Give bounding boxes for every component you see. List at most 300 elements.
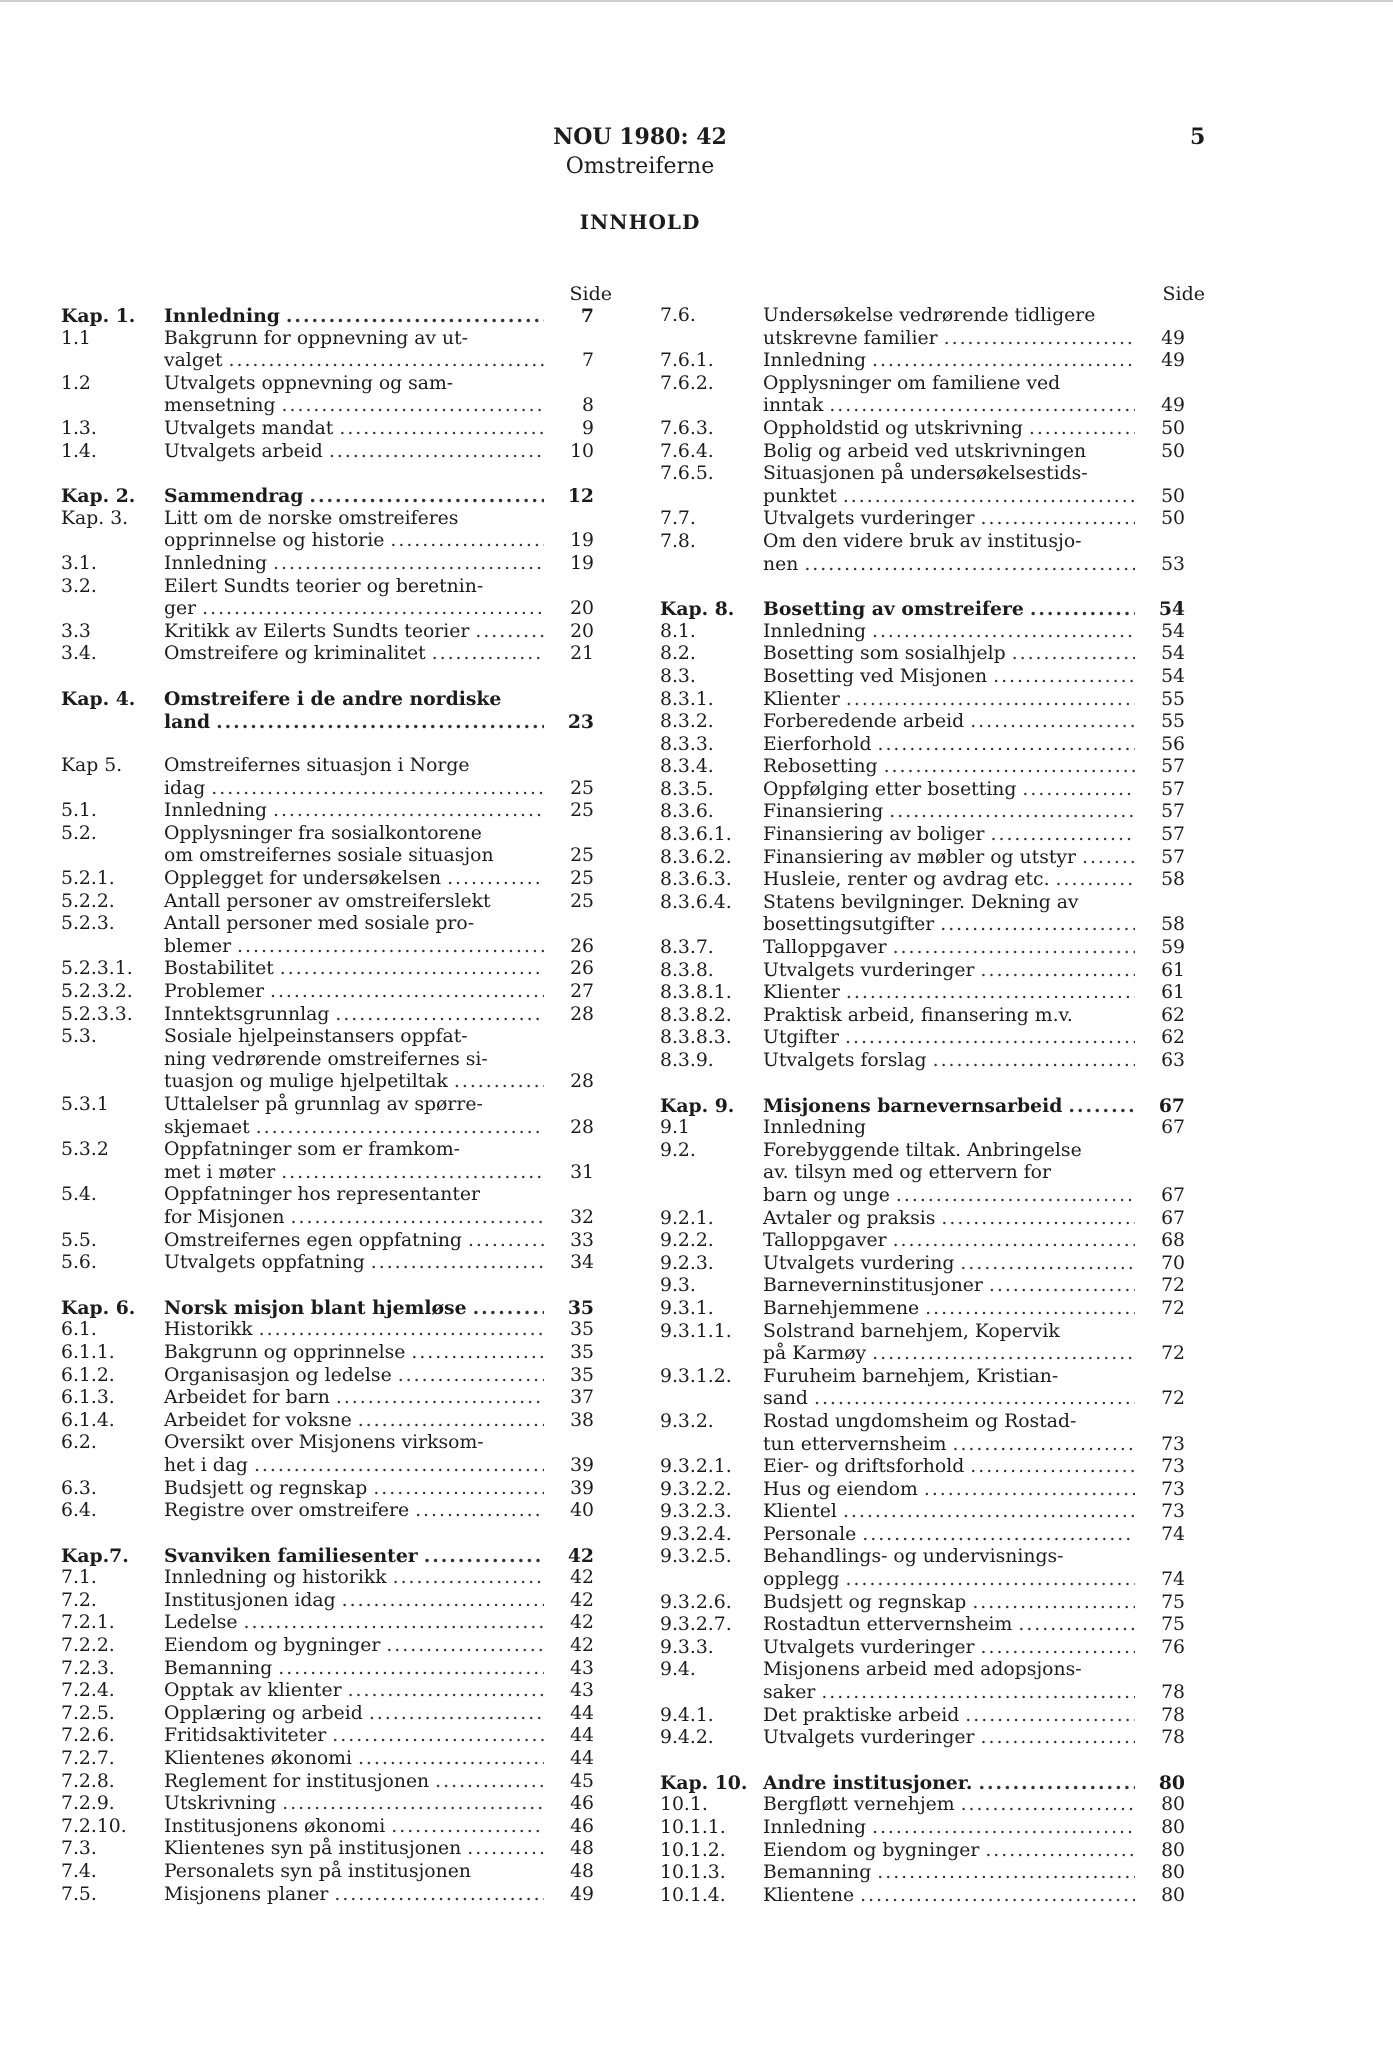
toc-entry-title-line: Statens bevilgninger. Dekning av — [763, 891, 1079, 913]
toc-entry-page: 68 — [1161, 1230, 1185, 1252]
toc-entry-number: 7.6.2. — [660, 372, 714, 394]
toc-entry-page: 25 — [570, 777, 594, 799]
dot-leader — [933, 1050, 1135, 1073]
toc-entry-title-line: land — [164, 710, 211, 733]
toc-entry — [61, 1816, 621, 1839]
toc-entry-number: 6.1.3. — [61, 1387, 115, 1409]
dot-leader — [432, 643, 544, 666]
toc-entry-page: 75 — [1161, 1591, 1185, 1613]
toc-entry — [61, 1748, 621, 1771]
toc-entry-number: 10.1. — [660, 1794, 708, 1816]
dot-leader — [454, 1071, 544, 1094]
toc-entry — [660, 756, 1215, 779]
toc-entry-title-line: Oppholdstid og utskrivning — [763, 417, 1023, 439]
toc-entry-number: 9.4. — [660, 1659, 696, 1681]
dot-leader — [273, 800, 544, 823]
toc-entry-page: 35 — [570, 1341, 594, 1363]
toc-entry — [660, 643, 1215, 666]
toc-entry-title — [763, 1637, 1135, 1660]
toc-entry — [660, 1885, 1215, 1908]
toc-entry-title-line: Avtaler og praksis — [763, 1207, 936, 1229]
toc-entry-page: 42 — [570, 1635, 594, 1657]
toc-entry-title — [763, 1794, 1135, 1817]
dot-leader — [216, 711, 544, 734]
dot-leader — [424, 1545, 544, 1568]
toc-entry-title-line: Talloppgaver — [763, 937, 887, 959]
toc-entry-title — [164, 1771, 544, 1794]
toc-entry-title — [164, 1612, 544, 1635]
toc-entry-title — [164, 1365, 544, 1388]
toc-entry-title-line: Utvalgets vurderinger — [763, 508, 975, 530]
toc-entry-title-line: Innledning — [164, 800, 267, 822]
dot-leader — [944, 328, 1135, 351]
toc-entry-title — [763, 1005, 1135, 1028]
toc-entry-page: 50 — [1161, 508, 1185, 530]
toc-entry-page: 49 — [1161, 395, 1185, 417]
toc-entry-page: 73 — [1161, 1433, 1185, 1455]
toc-entry-number: 7.2.9. — [61, 1793, 115, 1815]
dot-leader — [358, 1410, 544, 1433]
toc-entry-number: 10.1.1. — [660, 1817, 726, 1838]
toc-entry-number: Kap. 10. — [660, 1771, 748, 1794]
toc-entry — [660, 1637, 1215, 1660]
toc-entry-title — [164, 1432, 544, 1477]
dot-leader — [278, 1658, 544, 1681]
toc-entry — [61, 1861, 621, 1884]
toc-entry-title-line: Utvalgets vurderinger — [763, 1727, 975, 1749]
toc-entry-page: 23 — [567, 710, 594, 733]
toc-chapter-entry — [61, 688, 621, 733]
toc-entry-title-line: om omstreifernes sosiale situasjon — [164, 845, 494, 867]
toc-entry-title — [763, 847, 1135, 870]
toc-entry-number: 9.2.2. — [660, 1230, 714, 1252]
dot-leader — [884, 756, 1135, 779]
toc-entry-page: 62 — [1161, 1004, 1185, 1026]
toc-entry-number: 10.1.4. — [660, 1884, 726, 1906]
toc-entry-number: 9.3.2.1. — [660, 1456, 732, 1478]
toc-entry-number: 5.3.2 — [61, 1139, 109, 1161]
toc-entry — [660, 1862, 1215, 1885]
toc-entry-title-line: Svanviken familiesenter — [164, 1544, 418, 1567]
toc-entry-page: 74 — [1161, 1523, 1185, 1545]
toc-entry-number: 8.3.6.4. — [660, 891, 732, 913]
toc-entry — [61, 373, 621, 418]
toc-entry-title — [164, 1410, 544, 1433]
toc-entry-page: 78 — [1161, 1682, 1185, 1704]
toc-entry-number: Kap. 8. — [660, 598, 735, 621]
dot-leader — [211, 778, 544, 801]
toc-entry-title — [763, 621, 1135, 644]
toc-entry-title-line: Klienter — [763, 688, 840, 710]
toc-entry-page: 67 — [1161, 1207, 1185, 1229]
toc-entry — [61, 1635, 621, 1658]
toc-entry-title — [164, 1230, 544, 1253]
dot-leader — [475, 621, 544, 644]
toc-chapter-entry — [61, 485, 621, 508]
dot-leader — [473, 1297, 544, 1320]
toc-entry-title-line: Opplæring og arbeid — [164, 1702, 363, 1724]
toc-entry-page: 48 — [570, 1838, 594, 1860]
toc-entry-title-line: Misjonens barnevernsarbeid — [763, 1094, 1063, 1117]
toc-entry-title — [763, 1885, 1135, 1908]
toc-entry-page: 10 — [570, 440, 594, 462]
toc-entry-number: 8.3.7. — [660, 937, 714, 959]
toc-entry — [660, 869, 1215, 892]
toc-entry-title-line: opplegg — [763, 1569, 840, 1591]
toc-entry-title — [763, 418, 1135, 441]
toc-entry-page: 25 — [570, 800, 594, 822]
toc-entry-page: 9 — [582, 417, 594, 439]
toc-entry-title-line: Finansiering av boliger — [763, 824, 985, 846]
toc-entry — [61, 1387, 621, 1410]
toc-entry-title-line: tun ettervernsheim — [763, 1433, 947, 1455]
toc-entry-title-line: inntak — [763, 395, 824, 417]
toc-entry — [61, 418, 621, 441]
toc-entry — [61, 1658, 621, 1681]
toc-entry — [61, 1139, 621, 1184]
toc-entry-title — [763, 1208, 1135, 1231]
toc-entry-title — [164, 1026, 544, 1094]
toc-entry-title-line: Norsk misjon blant hjemløse — [164, 1296, 467, 1319]
toc-entry-title — [763, 1050, 1135, 1073]
dot-leader — [332, 1725, 544, 1748]
toc-entry-page: 48 — [570, 1861, 594, 1882]
dot-leader — [468, 1230, 544, 1253]
toc-entry-title-line: Situasjonen på undersøkelsestids- — [763, 463, 1088, 485]
dot-leader — [972, 1592, 1135, 1615]
toc-entry-number: 6.4. — [61, 1500, 97, 1522]
dot-leader — [369, 1703, 544, 1726]
toc-entry-title-line: Bolig og arbeid ved utskrivningen — [763, 440, 1087, 462]
toc-entry — [660, 1366, 1215, 1411]
dot-leader — [309, 485, 544, 508]
toc-entry-number: 6.1.2. — [61, 1364, 115, 1386]
toc-entry-page: 25 — [570, 890, 594, 912]
toc-entry-title — [763, 305, 1135, 350]
dot-leader — [282, 1793, 544, 1816]
toc-entry-title-line: Bergfløtt vernehjem — [763, 1794, 955, 1816]
toc-entry-title — [763, 869, 1135, 892]
toc-entry-title-line: punktet — [763, 485, 837, 507]
toc-entry-title-line: Utskrivning — [164, 1793, 277, 1815]
toc-entry-number: 5.2.3.1. — [61, 958, 133, 980]
toc-entry-number: 8.3. — [660, 665, 696, 687]
toc-entry-page: 80 — [1161, 1817, 1185, 1838]
toc-entry-title-line: Rebosetting — [763, 756, 878, 778]
toc-entry-number: 7.2. — [61, 1589, 97, 1611]
toc-entry-number: 7.2.6. — [61, 1725, 115, 1747]
toc-entry-title-line: Utvalgets mandat — [164, 417, 334, 439]
toc-entry-title-line: av. tilsyn med og ettervern for — [763, 1162, 1051, 1184]
toc-entry-number: Kap. 1. — [61, 305, 136, 327]
toc-entry-title-line: Bostabilitet — [164, 958, 274, 980]
dot-leader — [961, 1794, 1135, 1817]
dot-leader — [893, 1230, 1135, 1253]
toc-entry-number: 8.2. — [660, 643, 696, 665]
toc-entry-number: 7.6.4. — [660, 440, 714, 462]
toc-entry-number: 10.1.2. — [660, 1839, 726, 1861]
dot-leader — [398, 1365, 544, 1388]
toc-entry-page: 80 — [1161, 1839, 1185, 1861]
dot-leader — [993, 666, 1135, 689]
toc-entry-page: 35 — [570, 1364, 594, 1386]
toc-entry-title — [763, 508, 1135, 531]
toc-entry-title — [763, 643, 1135, 666]
toc-entry-title — [164, 1297, 544, 1320]
toc-entry — [660, 1659, 1215, 1704]
toc-entry-number: Kap. 9. — [660, 1094, 735, 1117]
toc-entry-number: 1.3. — [61, 417, 97, 439]
toc-entry-title-line: Historikk — [164, 1319, 253, 1341]
toc-entry-title — [164, 823, 544, 868]
toc-entry-number: 7.2.8. — [61, 1770, 115, 1792]
toc-entry-title — [164, 1703, 544, 1726]
toc-right-column — [660, 283, 1215, 1907]
document-subtitle: Omstreiferne — [565, 154, 715, 179]
toc-entry-title-line: Innledning — [763, 350, 866, 372]
document-id: NOU 1980: 42 — [553, 124, 727, 150]
toc-entry-title-line: Det praktiske arbeid — [763, 1704, 960, 1726]
toc-entry-number: 1.1 — [61, 327, 91, 349]
toc-entry-title — [763, 598, 1135, 621]
dot-leader — [390, 530, 544, 553]
toc-entry-title — [164, 1545, 544, 1568]
toc-entry-title — [164, 1004, 544, 1027]
toc-entry — [660, 1614, 1215, 1637]
toc-entry-title — [164, 1094, 544, 1139]
toc-entry — [660, 621, 1215, 644]
dot-leader — [270, 981, 544, 1004]
toc-entry-title-line: Misjonens planer — [164, 1883, 329, 1905]
toc-entry-title-line: ning vedrørende omstreifernes si- — [164, 1048, 488, 1070]
toc-entry-number: 7.2.2. — [61, 1635, 115, 1657]
toc-entry-page: 49 — [1161, 327, 1185, 349]
toc-entry — [660, 960, 1215, 983]
toc-entry-title-line: Innledning — [763, 1117, 866, 1139]
dot-leader — [237, 936, 544, 959]
toc-entry-number: 5.3. — [61, 1026, 97, 1048]
toc-entry-page: 7 — [582, 350, 594, 372]
toc-entry-page: 35 — [570, 1319, 594, 1341]
dot-leader — [435, 1771, 544, 1794]
toc-entry-title-line: på Karmøy — [763, 1343, 867, 1365]
toc-entry — [660, 1050, 1215, 1073]
toc-entry-number: 3.1. — [61, 552, 97, 574]
toc-entry-title — [763, 1253, 1135, 1276]
dot-leader — [467, 1838, 544, 1861]
toc-entry-page: 78 — [1161, 1727, 1185, 1749]
toc-entry-number: 5.2. — [61, 822, 97, 844]
toc-entry-title — [763, 1479, 1135, 1502]
toc-entry-number: 6.1. — [61, 1319, 97, 1341]
toc-entry-title-line: Utgifter — [763, 1027, 839, 1049]
dot-leader — [1068, 1095, 1135, 1118]
toc-entry-number: 6.2. — [61, 1432, 97, 1454]
toc-entry-title — [164, 621, 544, 644]
toc-entry-page: 54 — [1161, 643, 1185, 665]
dot-leader — [336, 1387, 544, 1410]
toc-entry-page: 73 — [1161, 1456, 1185, 1478]
toc-entry-number: 7.3. — [61, 1838, 97, 1860]
dot-leader — [872, 1817, 1135, 1840]
dot-leader — [1022, 779, 1135, 802]
dot-leader — [846, 1569, 1135, 1592]
dot-leader — [970, 1456, 1135, 1479]
toc-entry-page: 12 — [567, 485, 594, 508]
toc-entry-page: 28 — [570, 1003, 594, 1025]
dot-leader — [1082, 847, 1135, 870]
toc-entry-title-line: Opptak av klienter — [164, 1680, 342, 1702]
dot-leader — [358, 1748, 544, 1771]
toc-entry-title-line: Utvalgets forslag — [763, 1050, 927, 1071]
toc-entry-number: 8.3.5. — [660, 778, 714, 800]
toc-entry-title — [164, 1816, 544, 1839]
toc-entry-title-line: Sosiale hjelpeinstansers oppfat- — [164, 1026, 468, 1048]
toc-entry-title-line: Omstreifere og kriminalitet — [164, 643, 426, 665]
toc-entry-title — [763, 1546, 1135, 1591]
toc-entry-title — [164, 913, 544, 958]
toc-entry-title — [164, 1590, 544, 1613]
toc-entry — [660, 1230, 1215, 1253]
toc-entry-page: 33 — [570, 1229, 594, 1251]
toc-entry-title-line: Husleie, renter og avdrag etc. — [763, 869, 1050, 891]
toc-entry-page: 43 — [570, 1657, 594, 1679]
toc-entry-page: 28 — [570, 1071, 594, 1093]
toc-entry — [61, 981, 621, 1004]
toc-entry-page: 45 — [570, 1770, 594, 1792]
toc-entry-title — [763, 1095, 1135, 1118]
toc-entry-page: 46 — [570, 1815, 594, 1837]
toc-entry-title-line: Uttalelser på grunnlag av spørre- — [164, 1094, 483, 1115]
toc-entry — [61, 1252, 621, 1275]
dot-leader — [981, 508, 1136, 531]
toc-entry — [660, 824, 1215, 847]
toc-entry-title — [164, 1567, 544, 1590]
toc-entry-page: 57 — [1161, 756, 1185, 778]
toc-entry-page: 34 — [570, 1252, 594, 1274]
toc-entry-title-line: Barnehjemmene — [763, 1297, 920, 1319]
toc-entry-title-line: het i dag — [164, 1454, 248, 1476]
toc-entry-title-line: Klientenes syn på institusjonen — [164, 1838, 462, 1860]
toc-entry-page: 44 — [570, 1702, 594, 1724]
toc-entry-title-line: Praktisk arbeid, finansering m.v. — [763, 1004, 1073, 1026]
toc-entry-page: 26 — [570, 958, 594, 980]
toc-entry-page: 61 — [1161, 982, 1185, 1004]
toc-entry-page: 7 — [580, 305, 594, 327]
toc-entry-title — [763, 1275, 1135, 1298]
toc-entry-page: 44 — [570, 1748, 594, 1770]
toc-entry — [61, 958, 621, 981]
toc-entry-number: 9.3.2.7. — [660, 1614, 732, 1636]
dot-leader — [329, 441, 544, 464]
toc-entry — [61, 1680, 621, 1703]
toc-entry-page: 42 — [570, 1612, 594, 1634]
toc-entry-page: 8 — [582, 395, 594, 417]
dot-leader — [280, 958, 544, 981]
toc-entry-title-line: Hus og eiendom — [763, 1478, 918, 1500]
toc-entry-number: 5.2.2. — [61, 890, 115, 912]
toc-entry — [61, 1365, 621, 1388]
toc-entry-title — [164, 1387, 544, 1410]
toc-entry-title — [164, 868, 544, 891]
toc-left-column — [61, 283, 621, 1906]
toc-entry-title-line: sand — [763, 1388, 808, 1410]
toc-entry — [660, 1456, 1215, 1479]
toc-entry-title-line: Klienter — [763, 982, 840, 1004]
toc-entry — [660, 1592, 1215, 1615]
dot-leader — [334, 1884, 544, 1907]
toc-entry-title-line: Finansiering av møbler og utstyr — [763, 846, 1076, 868]
dot-leader — [282, 395, 544, 418]
toc-entry — [660, 1208, 1215, 1231]
toc-entry — [660, 418, 1215, 441]
toc-entry-title-line: Antall personer med sosiale pro- — [164, 913, 475, 935]
toc-entry-title-line: Solstrand barnehjem, Kopervik — [763, 1320, 1060, 1342]
toc-entry-number: 7.4. — [61, 1861, 97, 1882]
dot-leader — [814, 1388, 1135, 1411]
toc-entry-number: 9.3.3. — [660, 1636, 714, 1658]
toc-entry-title — [164, 958, 544, 981]
toc-title: INNHOLD — [579, 210, 701, 234]
toc-entry-number: 9.4.2. — [660, 1727, 714, 1749]
toc-entry-title — [763, 824, 1135, 847]
toc-entry-page: 50 — [1161, 417, 1185, 439]
toc-entry — [61, 1478, 621, 1501]
toc-entry-number: 6.3. — [61, 1477, 97, 1499]
toc-entry-number: 9.3.2.3. — [660, 1501, 732, 1523]
toc-entry-page: 57 — [1161, 824, 1185, 846]
toc-entry — [660, 801, 1215, 824]
toc-entry-title — [164, 1884, 544, 1907]
toc-entry — [61, 1500, 621, 1523]
toc-entry — [61, 1567, 621, 1590]
toc-entry-number: 8.3.8. — [660, 959, 714, 981]
toc-entry-number: 5.3.1 — [61, 1094, 109, 1115]
toc-entry-number: 5.6. — [61, 1252, 97, 1274]
toc-entry-page: 49 — [570, 1883, 594, 1905]
toc-entry-page: 55 — [1161, 711, 1185, 733]
toc-entry-title — [164, 1342, 544, 1365]
toc-entry-number: 9.1 — [660, 1117, 690, 1139]
toc-entry-title — [164, 553, 544, 576]
toc-entry-title-line: ger — [164, 598, 197, 620]
toc-entry-number: 3.2. — [61, 575, 97, 597]
toc-entry-number: 7.6.3. — [660, 417, 714, 439]
toc-entry-number: 5.2.3.2. — [61, 981, 133, 1003]
toc-entry-title-line: skjemaet — [164, 1116, 250, 1138]
toc-entry-number: 7.6. — [660, 305, 696, 326]
toc-entry-title — [164, 1658, 544, 1681]
toc-entry-number: 9.3.2.6. — [660, 1591, 732, 1613]
toc-entry — [660, 666, 1215, 689]
dot-leader — [821, 1682, 1135, 1705]
toc-entry-title — [164, 328, 544, 373]
dot-leader — [335, 1004, 544, 1027]
toc-entry — [61, 1725, 621, 1748]
toc-entry-title — [763, 937, 1135, 960]
dot-leader — [339, 418, 544, 441]
toc-entry-title-line: Omstreifernes situasjon i Norge — [164, 755, 470, 777]
toc-entry-title — [164, 643, 544, 666]
dot-leader — [991, 824, 1136, 847]
toc-entry-title — [763, 1411, 1135, 1456]
dot-leader — [291, 1207, 544, 1230]
toc-entry — [660, 1117, 1215, 1140]
toc-entry — [660, 847, 1215, 870]
toc-entry-title — [164, 1184, 544, 1229]
toc-entry-title-line: Bemanning — [763, 1862, 872, 1884]
toc-entry — [660, 463, 1215, 508]
